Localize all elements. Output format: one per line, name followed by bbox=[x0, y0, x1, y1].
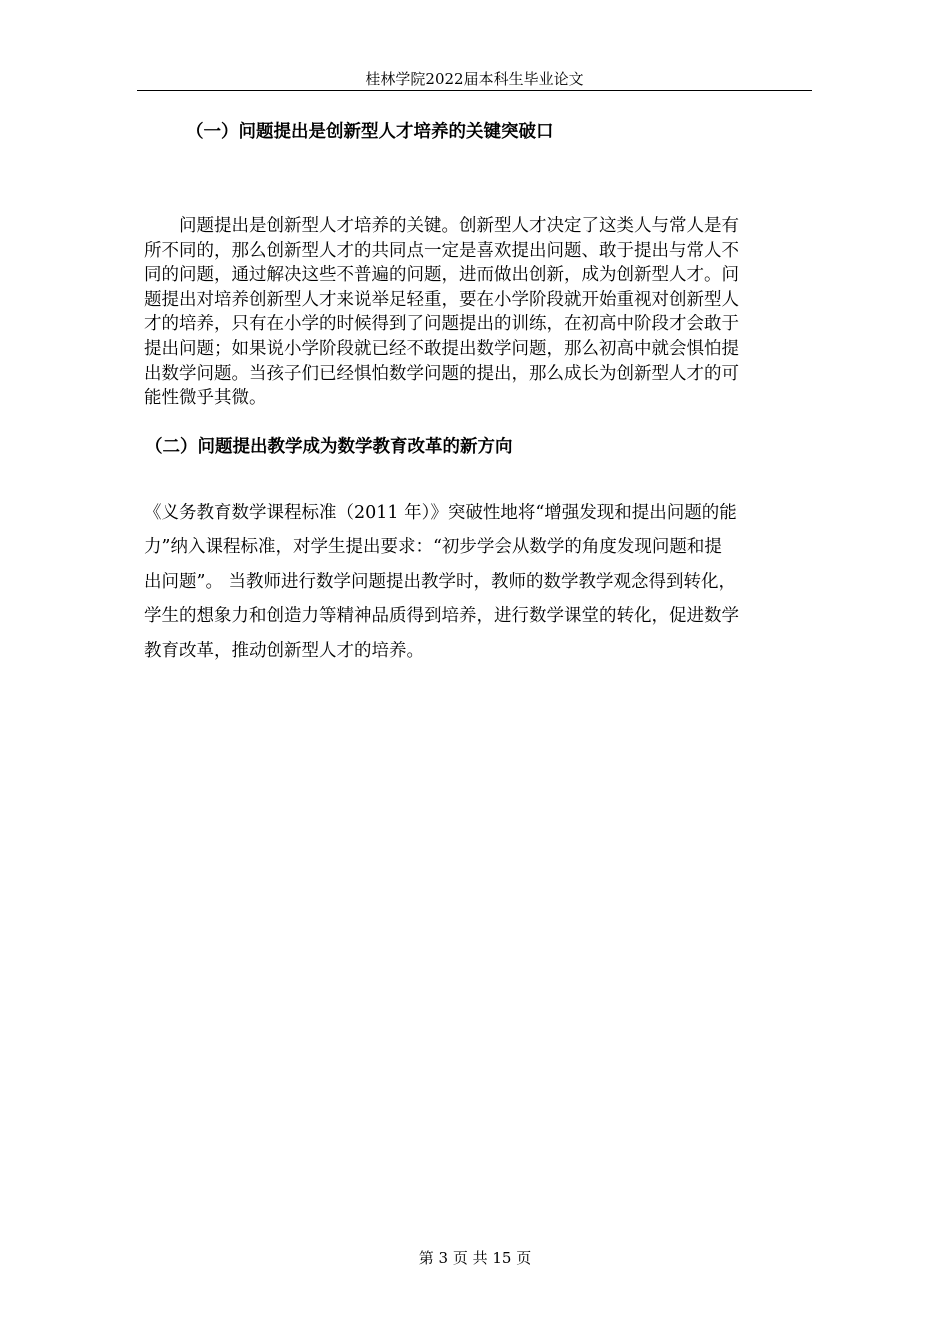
section-2-heading: （二）问题提出教学成为数学教育改革的新方向 bbox=[145, 437, 513, 457]
paragraph-line: 出数学问题。当孩子们已经惧怕数学问题的提出，那么成长为创新型人才的可 bbox=[144, 363, 739, 384]
paragraph-line: 题提出对培养创新型人才来说举足轻重，要在小学阶段就开始重视对创新型人 bbox=[144, 289, 739, 310]
page-number: 第 3 页 共 15 页 bbox=[418, 1249, 532, 1267]
paragraph-line: 才的培养，只有在小学的时候得到了问题提出的训练，在初高中阶段才会敢于 bbox=[144, 314, 739, 335]
paragraph-line: 力”纳入课程标准，对学生提出要求：“初步学会从数学的角度发现问题和提 bbox=[144, 537, 722, 558]
paragraph-line: 教育改革，推动创新型人才的培养。 bbox=[144, 640, 424, 661]
paragraph-line: 问题提出是创新型人才培养的关键。创新型人才决定了这类人与常人是有 bbox=[144, 216, 739, 236]
paragraph-line: 同的问题，通过解决这些不普遍的问题，进而做出创新，成为创新型人才。问 bbox=[144, 265, 739, 286]
paragraph-line: 所不同的，那么创新型人才的共同点一定是喜欢提出问题、敢于提出与常人不 bbox=[144, 240, 739, 261]
paragraph-line: 能性微乎其微。 bbox=[144, 388, 267, 409]
paragraph-line: 学生的想象力和创造力等精神品质得到培养，进行数学课堂的转化，促进数学 bbox=[144, 606, 739, 627]
paragraph-line: 提出问题；如果说小学阶段就已经不敢提出数学问题，那么初高中就会惧怕提 bbox=[144, 338, 739, 359]
paragraph-line: 出问题”。 当教师进行数学问题提出教学时，教师的数学教学观念得到转化， bbox=[144, 571, 737, 592]
section-1-paragraph bbox=[144, 214, 806, 411]
header-divider bbox=[137, 90, 812, 91]
paragraph-line: 《义务教育数学课程标准（2011 年）》突破性地将“增强发现和提出问题的能 bbox=[144, 503, 737, 523]
section-2-paragraph bbox=[144, 496, 806, 668]
page-header: 桂林学院2022届本科生毕业论文 bbox=[365, 70, 584, 88]
section-1-heading: （一）问题提出是创新型人才培养的关键突破口 bbox=[186, 122, 554, 142]
